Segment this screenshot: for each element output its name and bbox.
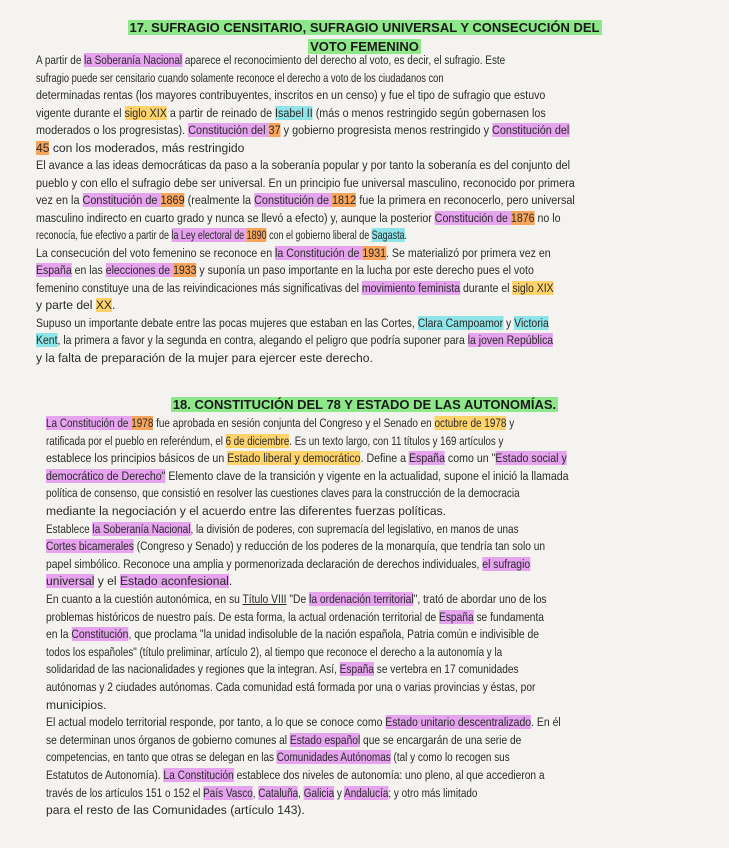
highlighted-text: Constitución de [434, 210, 511, 225]
text-segment: , la primera a favor y la segunda en contra, alegando el peligro que podría suponer para [57, 333, 468, 347]
text-segment: papel simbólico. Reconoce una amplia y pormenorizada declaración de derechos individuales, [46, 556, 483, 571]
text-segment: todos los españoles" (título preliminar, artículo 2), al tiempo que reconoce el derecho a la autonomía y la [46, 644, 503, 659]
text-segment: Título VIII [242, 592, 287, 606]
text-segment: (Congreso y Senado) y reducción de los poderes de la monarquía, que tendría tan solo un [133, 539, 546, 554]
text-segment: La consecución del voto femenino se reconoce en [36, 245, 276, 260]
text-segment: , [252, 785, 259, 800]
text-segment: ", trató de abordar uno de los [413, 592, 547, 606]
section-17-title-line-2: VOTO FEMENINO [310, 39, 419, 54]
text-line [46, 416, 646, 431]
text-line [46, 733, 661, 748]
highlighted-text: el sufragio [482, 556, 531, 571]
text-line [36, 246, 676, 261]
highlighted-text: Estado liberal y democrático [227, 451, 361, 466]
text-line [36, 71, 596, 86]
highlighted-text: Estado unitario descentralizado [385, 715, 532, 730]
highlighted-text: XX [95, 298, 112, 312]
text-line [36, 106, 684, 121]
highlighted-text: La Constitución [163, 768, 234, 782]
highlighted-text: Constitución del [188, 123, 269, 137]
text-line [36, 158, 691, 173]
text-line [36, 281, 666, 296]
text-segment: , [298, 785, 304, 800]
text-line [46, 786, 646, 801]
highlighted-text: Estado español [289, 732, 361, 747]
highlighted-text: la joven República [467, 333, 554, 347]
text-segment: competencias, en tanto que otras se delegan en las [46, 750, 277, 765]
text-line [46, 522, 646, 537]
text-segment: y [503, 315, 515, 330]
highlighted-text: democrático de Derecho" [46, 468, 166, 483]
highlighted-text: Constitución [71, 627, 129, 642]
highlighted-text: 1933 [173, 263, 197, 277]
text-line [46, 803, 729, 818]
text-segment: no lo [534, 210, 561, 225]
text-line [36, 193, 691, 208]
highlighted-text: la Constitución de [275, 245, 363, 260]
text-segment: municipios. [46, 697, 107, 712]
highlighted-text: siglo XIX [124, 105, 167, 120]
text-segment: establece los principios básicos de un [46, 451, 228, 466]
text-segment: establece dos niveles de autonomía: uno pleno, al que accedieron a [233, 768, 545, 782]
text-segment: y gobierno progresista menos restringido y [280, 123, 493, 137]
text-line [46, 768, 661, 783]
text-line [36, 176, 691, 191]
text-segment: para el resto de las Comunidades (artículo 143). [46, 803, 305, 818]
text-segment: y la falta de preparación de la mujer para ejercer este derecho. [36, 350, 373, 365]
text-segment: fue aprobada en sesión conjunta del Congreso y el Senado en [153, 416, 435, 430]
text-line [46, 469, 686, 484]
text-segment: determinadas rentas (los mayores contribuyentes, inscritos en un censo) y fue el tipo de sufragio que estuvo [36, 88, 546, 102]
text-segment: (más o menos restringido según gobernasen los [312, 105, 546, 120]
text-segment: "De [286, 592, 310, 606]
text-segment: femenino constituye una de las reivindicaciones más significativas del [36, 280, 362, 295]
text-segment: . En él [531, 715, 561, 730]
highlighted-text: Isabel II [275, 105, 313, 120]
text-segment: vez en la [36, 193, 83, 207]
highlighted-text: movimiento feminista [361, 280, 461, 295]
text-segment: reconocía, fue efectivo a partir de [36, 228, 172, 242]
text-line [46, 451, 686, 466]
text-segment: con los moderados, más restringido [49, 140, 245, 155]
highlighted-text: 1931 [362, 245, 387, 260]
text-segment: se fundamenta [473, 609, 544, 624]
highlighted-text: la Soberanía Nacional [84, 53, 183, 67]
text-line [36, 298, 729, 313]
text-segment: ratificada por el pueblo en referéndum, el [46, 433, 226, 448]
highlighted-text: Estado social y [495, 451, 567, 466]
text-line [36, 316, 666, 331]
text-segment: como un " [444, 451, 496, 466]
text-segment: . Define a [360, 451, 409, 466]
text-segment: Elemento clave de la transición y vigente en la actualidad, supone el inició la llamada [165, 468, 569, 483]
text-segment: Estatutos de Autonomía). [46, 768, 164, 782]
highlighted-text: España [339, 662, 374, 677]
highlighted-text: Estado aconfesional [119, 574, 229, 589]
text-segment: durante el [460, 280, 513, 295]
text-line [46, 627, 671, 642]
highlighted-text: Constitución de [254, 193, 333, 207]
text-segment: A partir de [36, 53, 85, 67]
text-line [46, 557, 671, 572]
text-line [36, 53, 636, 68]
text-line [36, 123, 691, 138]
text-segment: fue la primera en reconocerlo, pero universal [356, 193, 575, 207]
text-segment: solidaridad de las nacionalidades y regiones que la integran. Así, [46, 662, 340, 677]
text-segment: , la división de poderes, con supremacía del legislativo, en manos de unas [190, 521, 519, 536]
text-segment: sufragio puede ser censitario cuando solamente reconoce el derecho a voto de los ciudadanos con [36, 70, 444, 85]
text-segment: y el [94, 574, 120, 589]
text-line [46, 592, 666, 607]
highlighted-text: España [36, 263, 72, 277]
highlighted-text: País Vasco [203, 785, 253, 800]
highlighted-text: Victoria [514, 315, 549, 330]
text-segment: través de los artículos 151 o 152 el [46, 785, 204, 800]
highlighted-text: 1890 [246, 228, 267, 242]
text-segment: mediante la negociación y el acuerdo entre las diferentes fuerzas políticas. [46, 504, 446, 518]
text-segment: En cuanto a la cuestión autonómica, en su [46, 592, 243, 606]
text-line [46, 539, 661, 554]
text-segment: que se encargarán de una serie de [360, 732, 522, 747]
text-segment: y [506, 416, 515, 430]
highlighted-text: 6 de diciembre [225, 433, 290, 448]
highlighted-text: elecciones de [105, 263, 174, 277]
text-segment: El actual modelo territorial responde, por tanto, a lo que se conoce como [46, 715, 386, 730]
text-line [36, 263, 671, 278]
highlighted-text: España [439, 609, 474, 624]
text-line [36, 141, 729, 156]
text-segment: a partir de reinado de [166, 105, 276, 120]
text-line [46, 434, 631, 449]
text-line [36, 88, 676, 103]
text-segment: se determinan unos órganos de gobierno comunes al [46, 732, 290, 747]
highlighted-text: Cortes bicamerales [46, 539, 134, 554]
highlighted-text: 45 [36, 140, 50, 155]
highlighted-text: 1869 [160, 193, 185, 207]
text-segment: . Se materializó por primera vez en [386, 245, 551, 260]
highlighted-text: la ordenación territorial [309, 592, 414, 606]
text-segment: El avance a las ideas democráticas da paso a la soberanía popular y por tanto la soberanía es del conjunto del [36, 158, 570, 172]
text-segment: masculino indirecto en cuarto grado y nunca se llevó a efecto) y, aunque la posterior [36, 210, 435, 225]
text-segment: política de consenso, que consistió en resolver las cuestiones claves para la construcción de la democracia [46, 486, 520, 501]
highlighted-text: universal [46, 574, 95, 589]
text-segment: y [334, 785, 345, 800]
text-line [46, 698, 729, 713]
text-segment: Establece [46, 521, 93, 536]
highlighted-text: Constitución de [82, 193, 161, 207]
highlighted-text: Clara Campoamor [417, 315, 504, 330]
text-segment: . [228, 574, 233, 589]
highlighted-text: 1876 [510, 210, 535, 225]
text-segment: , que proclama "la unidad indisoluble de la nación española, Patria común e indivisible de [128, 627, 540, 642]
text-line [36, 211, 676, 226]
text-segment: . Es un texto largo, con 11 títulos y 169 artículos y [289, 433, 504, 448]
text-segment: en la [46, 627, 72, 642]
section-17-title-line-1: 17. SUFRAGIO CENSITARIO, SUFRAGIO UNIVERSAL Y CONSECUCIÓN DEL [129, 20, 600, 35]
text-segment: moderados o los progresistas). [36, 123, 189, 137]
text-segment: (tal y como lo recogen sus [390, 750, 510, 765]
text-segment: y suponía un paso importante en la lucha por este derecho pues el voto [196, 263, 534, 277]
highlighted-text: la Soberanía Nacional [92, 521, 191, 536]
text-line [36, 228, 576, 243]
text-segment: aparece el reconocimiento del derecho al voto, es decir, el sufragio. Este [182, 53, 506, 67]
highlighted-text: Comunidades Autónomas [276, 750, 391, 765]
text-line [46, 680, 661, 695]
highlighted-text: La Constitución de [46, 416, 132, 430]
text-line [46, 504, 729, 519]
text-line [46, 574, 729, 589]
highlighted-text: Andalucía [344, 785, 389, 800]
highlighted-text: España [408, 451, 445, 466]
text-segment: . [404, 228, 408, 242]
highlighted-text: 1812 [332, 193, 357, 207]
highlighted-text: octubre de 1978 [434, 416, 507, 430]
text-line [46, 750, 646, 765]
highlighted-text: Cataluña [258, 785, 299, 800]
text-line [46, 715, 676, 730]
highlighted-text: 37 [268, 123, 281, 137]
highlighted-text: Constitución del [492, 123, 570, 137]
text-line [46, 486, 646, 501]
text-segment: Supuso un importante debate entre las pocas mujeres que estaban en las Cortes, [36, 315, 418, 330]
highlighted-text: 1978 [131, 416, 154, 430]
highlighted-text: Galicia [303, 785, 335, 800]
text-segment: . [111, 298, 116, 312]
text-line [46, 645, 641, 660]
text-line [36, 333, 666, 348]
text-segment: (realmente la [184, 193, 255, 207]
text-segment: con el gobierno liberal de [266, 228, 372, 242]
highlighted-text: Kent [36, 333, 58, 347]
text-segment: se vertebra en 17 comunidades [373, 662, 519, 677]
highlighted-text: siglo XIX [512, 280, 554, 295]
text-segment: pueblo y con ello el sufragio debe ser universal. En un principio fue universal masculino, reconocido por primera [36, 175, 575, 190]
text-line [46, 610, 661, 625]
text-segment: vigente durante el [36, 105, 125, 120]
text-segment: y parte del [36, 298, 96, 312]
section-18-title: 18. CONSTITUCIÓN DEL 78 Y ESTADO DE LAS AUTONOMÍAS. [172, 397, 557, 412]
text-line [46, 662, 656, 677]
text-segment: autónomas y 2 ciudades autónomas. Cada comunidad está formada por una o varias provincias y éstas, por [46, 680, 536, 694]
text-line [36, 351, 729, 366]
text-segment: ; y otro más limitado [388, 785, 478, 800]
text-segment: en las [71, 263, 106, 277]
highlighted-text: la Ley electoral de [171, 228, 247, 242]
highlighted-text: Sagasta [371, 228, 405, 242]
text-segment: problemas históricos de nuestro país. De esta forma, la actual ordenación territorial de [46, 609, 440, 624]
